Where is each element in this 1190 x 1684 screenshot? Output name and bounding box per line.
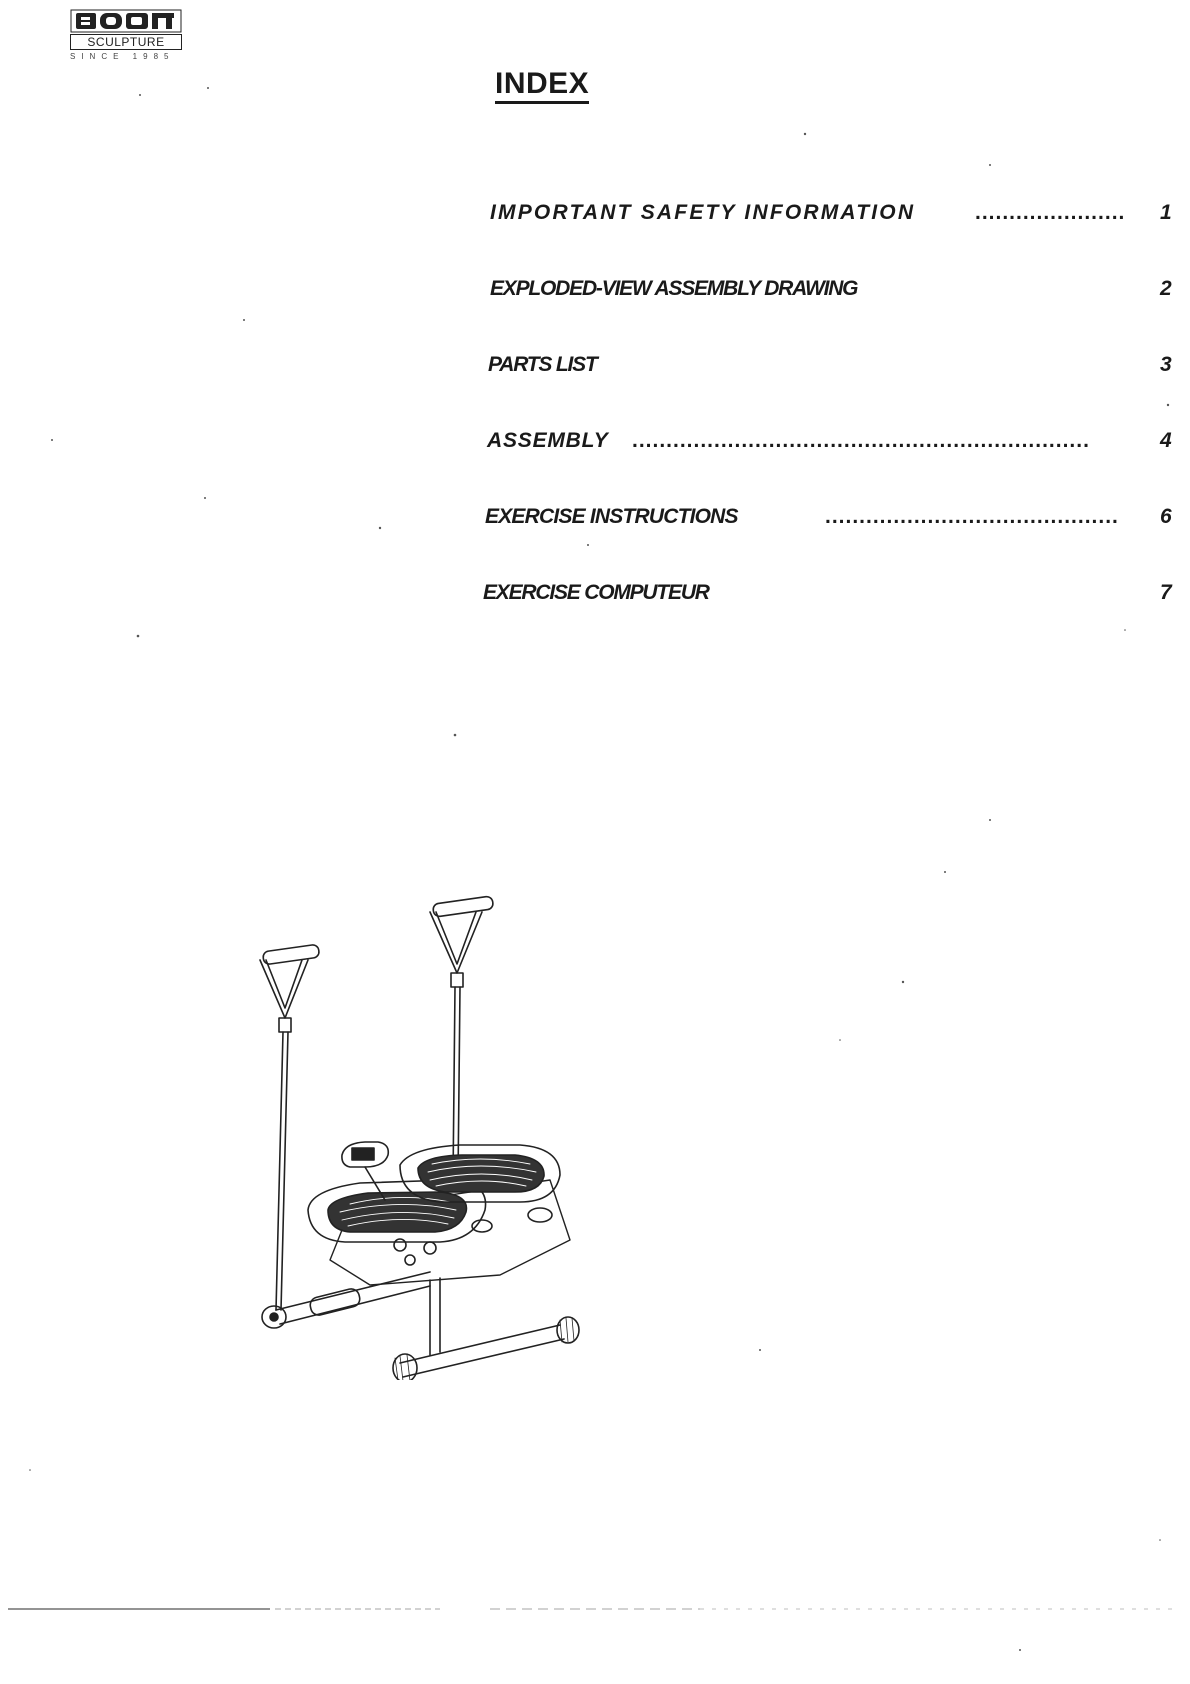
toc-entry-label: ASSEMBLY	[487, 429, 609, 452]
toc-entry-label: PARTS LIST	[488, 353, 597, 376]
toc-entry-safety	[490, 198, 1170, 228]
toc-entry-page: 1	[1160, 201, 1172, 224]
toc-entry-parts-list	[488, 350, 1170, 380]
left-handle	[260, 944, 320, 1310]
computer-display	[342, 1142, 388, 1200]
table-of-contents	[0, 0, 1190, 640]
brand-logo-since: SINCE 1985	[70, 52, 175, 61]
toc-entry-label: EXERCISE INSTRUCTIONS	[485, 505, 738, 528]
stepper-illustration	[250, 880, 630, 1380]
toc-entry-page: 4	[1160, 429, 1172, 452]
toc-entry-assembly	[487, 426, 1170, 456]
toc-entry-page: 7	[1160, 581, 1172, 604]
toc-entry-page: 3	[1160, 353, 1172, 376]
toc-entry-leader: ......................	[975, 201, 1126, 224]
toc-entry-page: 2	[1160, 277, 1172, 300]
brand-logo-name: SCULPTURE	[70, 34, 182, 50]
scan-artifact-line	[0, 1606, 1190, 1612]
toc-entry-label: EXPLODED-VIEW ASSEMBLY DRAWING	[490, 277, 858, 300]
toc-entry-exploded-view	[490, 274, 1170, 304]
rear-bar	[393, 1317, 579, 1380]
toc-entry-page: 6	[1160, 505, 1172, 528]
toc-entry-leader: ...................................................................	[632, 429, 1090, 452]
toc-entry-exercise-instructions	[485, 502, 1170, 532]
right-handle	[430, 896, 494, 1180]
page-title: INDEX	[495, 68, 589, 104]
toc-entry-label: EXERCISE COMPUTEUR	[483, 581, 709, 604]
toc-entry-label: IMPORTANT SAFETY INFORMATION	[490, 201, 916, 224]
front-bar	[262, 1272, 430, 1328]
toc-entry-exercise-computeur	[483, 578, 1170, 608]
toc-entry-leader: ...........................................	[825, 505, 1119, 528]
